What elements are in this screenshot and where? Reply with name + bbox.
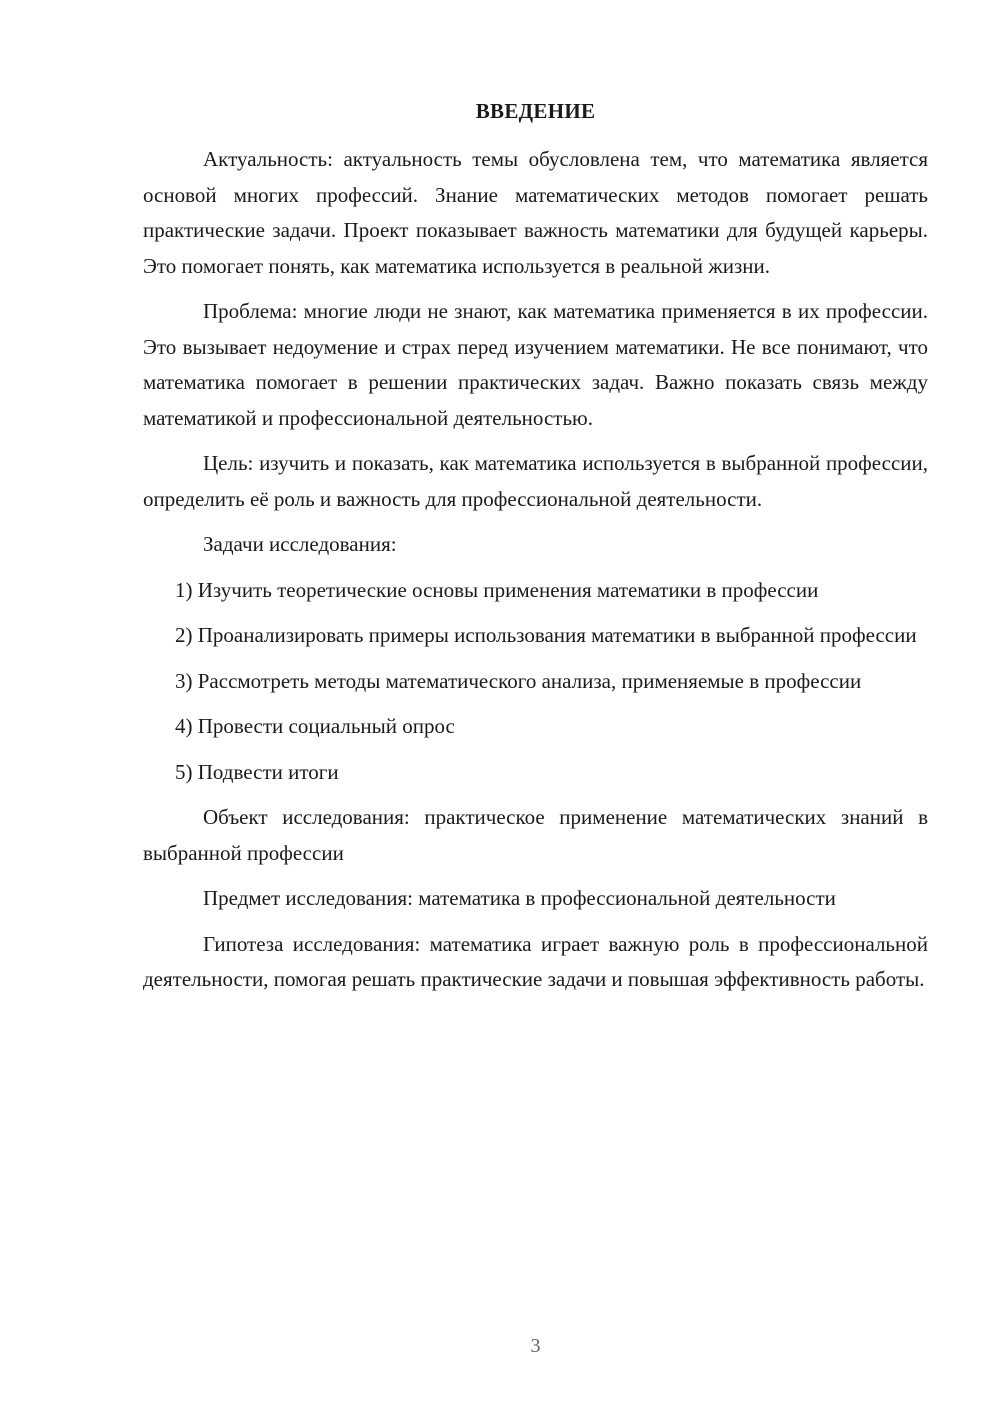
subject-paragraph: Предмет исследования: математика в профессиональной деятельности [203, 886, 836, 910]
relevance-paragraph: Актуальность: актуальность темы обусловлена тем, что математика является основой многих профессий. Знание математических методов помогает решать практические задачи. Проект показывает важность математики для будущей карьеры. Это помогает понять, как математика используется в реальной жизни. [143, 147, 928, 278]
task-item-1: 1) Изучить теоретические основы применения математики в профессии [175, 577, 819, 602]
task-item-4: 4) Провести социальный опрос [175, 714, 455, 738]
document-body [143, 142, 928, 1008]
page-number: 3 [530, 1335, 541, 1357]
document-page [143, 0, 928, 1414]
task-item-3: 3) Рассмотреть методы математического анализа, применяемые в профессии [175, 668, 862, 693]
goal-paragraph: Цель: изучить и показать, как математика используется в выбранной профессии, определить её роль и важность для профессиональной деятельности. [143, 451, 928, 511]
problem-paragraph: Проблема: многие люди не знают, как математика применяется в их профессии. Это вызывает недоумение и страх перед изучением математики. Не все понимают, что математика помогает в решении практических задач. Важно показать связь между математикой и профессиональной деятельностью. [143, 299, 928, 430]
object-paragraph: Объект исследования: практическое применение математических знаний в выбранной профессии [143, 805, 928, 865]
page-title: ВВЕДЕНИЕ [475, 99, 596, 123]
task-item-2: 2) Проанализировать примеры использования математики в выбранной профессии [175, 623, 917, 647]
task-item-5: 5) Подвести итоги [175, 759, 339, 784]
hypothesis-paragraph: Гипотеза исследования: математика играет важную роль в профессиональной деятельности, помогая решать практические задачи и повышая эффективность работы. [143, 931, 928, 991]
tasks-heading: Задачи исследования: [203, 532, 397, 556]
